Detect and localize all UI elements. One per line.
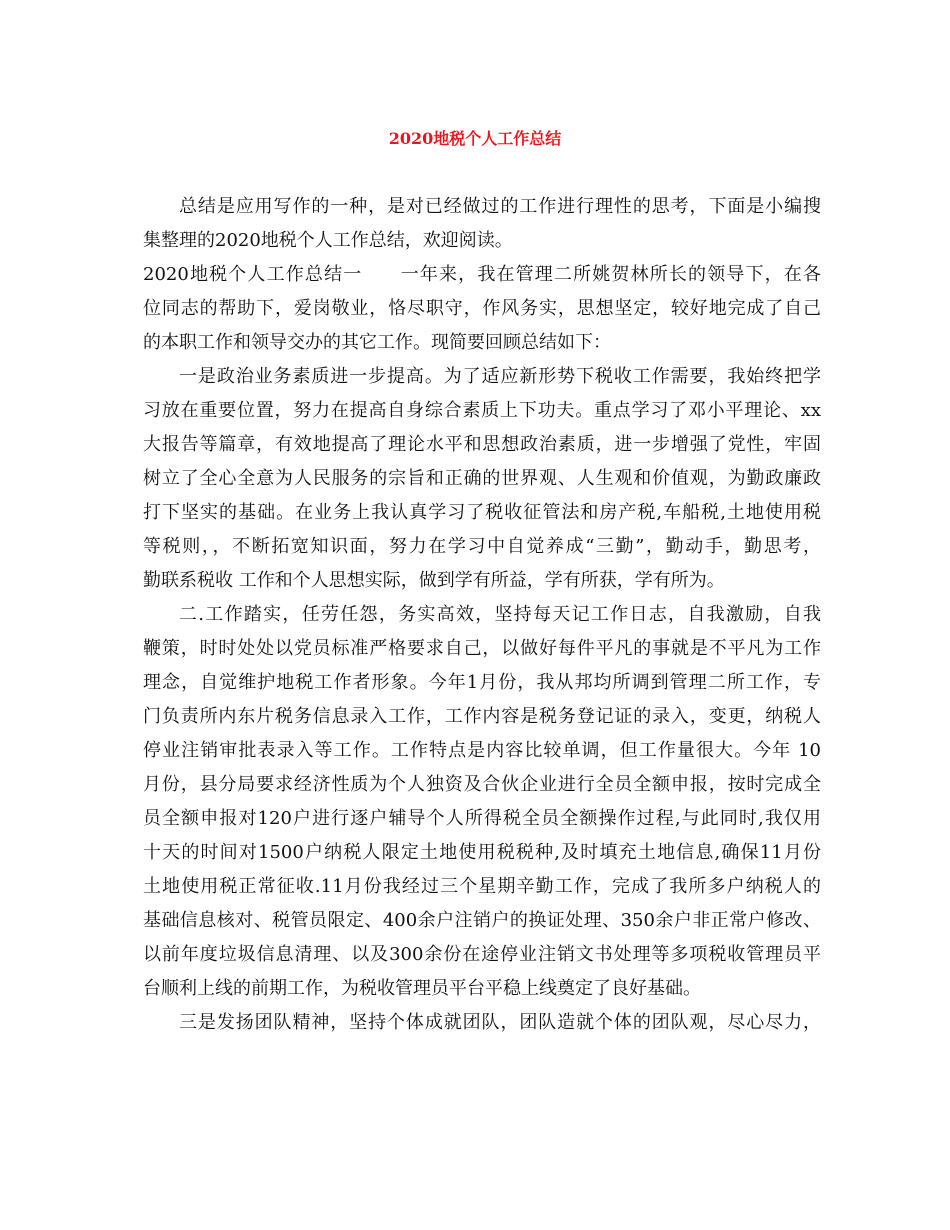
text-line: 土地使用税正常征收.11月份我经过三个星期辛勤工作，完成了我所多户纳税人的: [143, 876, 821, 897]
text-line: 员全额申报对120户进行逐户辅导个人所得税全员全额操作过程,与此同时,我仅用: [143, 808, 821, 829]
document-body: [143, 190, 821, 1040]
text-line: 的本职工作和领导交办的其它工作。现简要回顾总结如下：: [143, 332, 611, 353]
text-line: 大报告等篇章，有效地提高了理论水平和思想政治素质，进一步增强了党性，牢固: [143, 434, 821, 455]
text-line: 理念，自觉维护地税工作者形象。今年1月份，我从邦均所调到管理二所工作，专: [143, 672, 821, 693]
text-line: 鞭策，时时处处以党员标准严格要求自己，以做好每件平凡的事就是不平凡为工作: [143, 638, 821, 659]
text-line: 停业注销审批表录入等工作。工作特点是内容比较单调，但工作量很大。今年 10: [143, 740, 821, 761]
text-line: 集整理的2020地税个人工作总结，欢迎阅读。: [143, 230, 513, 251]
text-line: 勤联系税收 工作和个人思想实际，做到学有所益，学有所获，学有所为。: [143, 570, 725, 591]
text-line: 位同志的帮助下，爱岗敬业，恪尽职守，作风务实，思想坚定，较好地完成了自己: [143, 298, 821, 319]
document-title: 2020地税个人工作总结: [388, 129, 562, 148]
text-line: 台顺利上线的前期工作，为税收管理员平台平稳上线奠定了良好基础。: [143, 978, 701, 999]
text-line: 三是发扬团队精神，坚持个体成就团队，团队造就个体的团队观，尽心尽力，: [179, 1012, 821, 1033]
text-line: 2020地税个人工作总结一 一年来，我在管理二所姚贺林所长的领导下，在各: [143, 264, 821, 285]
text-line: 一是政治业务素质进一步提高。为了适应新形势下税收工作需要，我始终把学: [179, 366, 821, 387]
text-line: 门负责所内东片税务信息录入工作，工作内容是税务登记证的录入，变更，纳税人: [143, 706, 821, 727]
text-line: 以前年度垃圾信息清理、以及300余份在途停业注销文书处理等多项税收管理员平: [143, 944, 821, 965]
text-line: 基础信息核对、税管员限定、400余户注销户的换证处理、350余户非正常户修改、: [143, 910, 821, 931]
text-line: 二.工作踏实，任劳任怨，务实高效，坚持每天记工作日志，自我激励，自我: [179, 604, 821, 625]
text-line: 打下坚实的基础。在业务上我认真学习了税收征管法和房产税,车船税,土地使用税: [143, 502, 821, 523]
text-line: 月份，县分局要求经济性质为个人独资及合伙企业进行全员全额申报，按时完成全: [143, 774, 821, 795]
text-line: 等税则，，不断拓宽知识面，努力在学习中自觉养成“三勤”，勤动手，勤思考，: [143, 536, 821, 557]
text-line: 习放在重要位置，努力在提高自身综合素质上下功夫。重点学习了邓小平理论、xx: [143, 400, 821, 421]
text-line: 树立了全心全意为人民服务的宗旨和正确的世界观、人生观和价值观，为勤政廉政: [143, 468, 821, 489]
text-line: 十天的时间对1500户纳税人限定土地使用税税种,及时填充土地信息,确保11月份: [143, 842, 821, 863]
text-line: 总结是应用写作的一种，是对已经做过的工作进行理性的思考，下面是小编搜: [179, 196, 821, 217]
